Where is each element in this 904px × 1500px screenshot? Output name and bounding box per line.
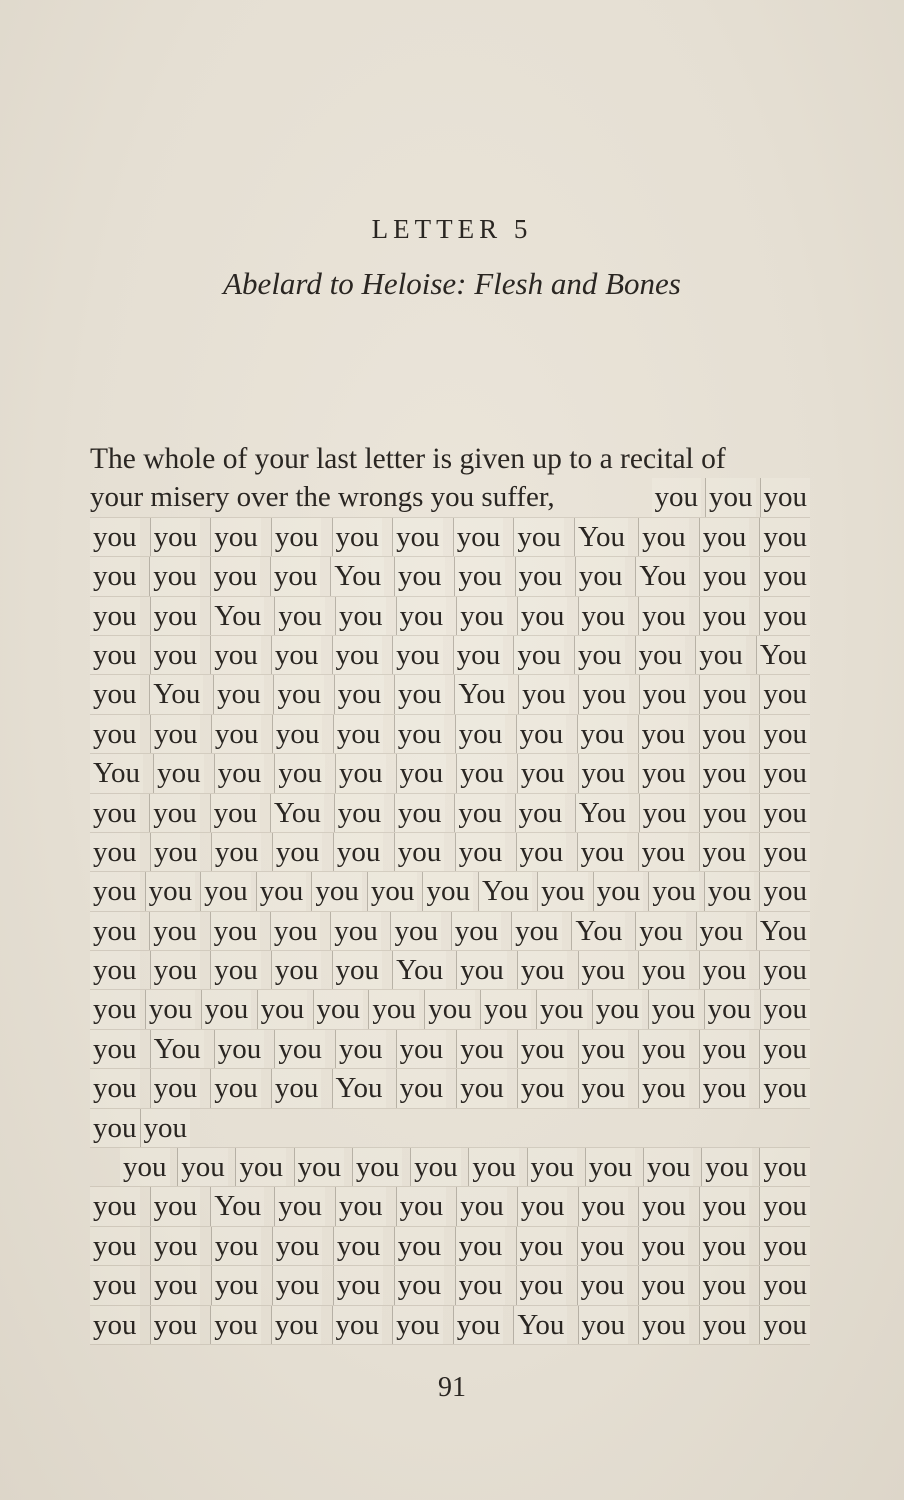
letter-body <box>90 440 810 1345</box>
pasted-word: you <box>699 715 750 753</box>
pasted-word: you <box>759 1069 810 1107</box>
pasted-word: you <box>638 951 689 989</box>
collage-line <box>90 636 810 675</box>
pasted-word: you <box>214 754 265 792</box>
pasted-word: you <box>396 597 447 635</box>
collage-line <box>90 518 810 557</box>
pasted-word: you <box>90 518 140 556</box>
pasted-word: you <box>271 518 322 556</box>
pasted-word: you <box>333 1266 384 1304</box>
pasted-word: you <box>332 636 383 674</box>
pasted-word: you <box>759 1227 810 1265</box>
pasted-word: you <box>574 636 625 674</box>
pasted-word: you <box>394 675 445 713</box>
pasted-word: you <box>90 990 140 1028</box>
pasted-word: you <box>759 675 810 713</box>
pasted-word: you <box>90 675 140 713</box>
pasted-word: you <box>652 478 702 516</box>
pasted-word: you <box>272 1227 323 1265</box>
pasted-word: you <box>455 1227 506 1265</box>
pasted-word: you <box>410 1148 461 1186</box>
pasted-word: you <box>699 1030 750 1068</box>
pasted-word: You <box>332 1069 386 1107</box>
pasted-word: you <box>392 518 443 556</box>
pasted-word: you <box>593 872 644 910</box>
pasted-word: you <box>274 1187 325 1225</box>
pasted-word: you <box>456 951 507 989</box>
pasted-word: you <box>332 1306 383 1344</box>
pasted-word: you <box>578 951 629 989</box>
collage-line <box>90 951 810 990</box>
collage-line <box>90 1030 810 1069</box>
pasted-word: you <box>695 636 746 674</box>
pasted-word: you <box>257 990 308 1028</box>
collage-line <box>90 1187 810 1226</box>
pasted-word: you <box>270 557 321 595</box>
pasted-word: you <box>699 1227 750 1265</box>
pasted-word: you <box>149 912 200 950</box>
pasted-word: you <box>638 833 689 871</box>
pasted-word: you <box>90 1266 140 1304</box>
pasted-word: You <box>90 754 143 792</box>
pasted-word: you <box>394 833 445 871</box>
pasted-word: you <box>577 1227 628 1265</box>
collage-line <box>90 1148 810 1187</box>
paragraph-2 <box>90 1148 810 1345</box>
pasted-word: you <box>272 833 323 871</box>
pasted-word: you <box>150 1187 201 1225</box>
pasted-word: you <box>480 990 531 1028</box>
collage-line <box>90 990 810 1029</box>
pasted-word: you <box>90 557 140 595</box>
pasted-word: you <box>638 518 689 556</box>
pasted-word: You <box>513 1306 567 1344</box>
pasted-word: you <box>517 597 568 635</box>
pasted-word: you <box>150 951 201 989</box>
pasted-word: you <box>699 754 750 792</box>
pasted-word: you <box>213 675 264 713</box>
pasted-word: you <box>201 990 252 1028</box>
pasted-word: you <box>274 754 325 792</box>
collage-line <box>90 597 810 636</box>
pasted-word: you <box>235 1148 286 1186</box>
pasted-word: you <box>701 1148 752 1186</box>
pasted-word: you <box>271 951 322 989</box>
pasted-word: you <box>577 833 628 871</box>
pasted-word: you <box>211 1266 262 1304</box>
pasted-word: You <box>756 636 810 674</box>
collage-line <box>90 754 810 793</box>
pasted-word: you <box>333 1227 384 1265</box>
second-line-text: your misery over the wrongs you suffer, <box>90 481 555 514</box>
pasted-word: you <box>150 1227 201 1265</box>
pasted-word: you <box>759 1148 810 1186</box>
pasted-word: you <box>527 1148 578 1186</box>
pasted-word: you <box>759 951 810 989</box>
letter-heading: LETTER 5 <box>371 214 533 244</box>
collage-line <box>90 1266 810 1305</box>
pasted-word: you <box>468 1148 519 1186</box>
pasted-word: you <box>150 636 201 674</box>
pasted-word: you <box>704 990 755 1028</box>
pasted-word: you <box>638 1030 689 1068</box>
pasted-word: You <box>756 912 810 950</box>
pasted-word: you <box>578 1030 629 1068</box>
pasted-word: you <box>90 1306 140 1344</box>
pasted-word: you <box>638 1266 689 1304</box>
pasted-word: You <box>571 912 625 950</box>
pasted-word: you <box>515 794 566 832</box>
pasted-word: you <box>456 1187 507 1225</box>
pasted-word: you <box>90 1227 140 1265</box>
pasted-word: you <box>585 1148 636 1186</box>
page-number: 91 <box>438 1372 466 1403</box>
pasted-word: you <box>153 754 204 792</box>
pasted-word: you <box>150 518 201 556</box>
pasted-word: You <box>478 872 532 910</box>
pasted-word: you <box>210 518 261 556</box>
pasted-word: you <box>145 990 196 1028</box>
pasted-word: you <box>536 990 587 1028</box>
pasted-word: you <box>643 1148 694 1186</box>
pasted-word: you <box>517 1069 568 1107</box>
pasted-word: you <box>513 518 564 556</box>
pasted-word: you <box>455 833 506 871</box>
pasted-word: you <box>456 754 507 792</box>
collage-line <box>90 833 810 872</box>
pasted-word: you <box>396 1030 447 1068</box>
pasted-word: you <box>517 1187 568 1225</box>
pasted-word: you <box>759 1306 810 1344</box>
pasted-word: you <box>759 1030 810 1068</box>
pasted-word: you <box>699 1187 750 1225</box>
pasted-word: you <box>210 1069 261 1107</box>
pasted-word: you <box>454 557 505 595</box>
pasted-word: You <box>635 557 689 595</box>
pasted-word: you <box>516 833 567 871</box>
pasted-word: you <box>335 754 386 792</box>
pasted-word: you <box>333 715 384 753</box>
pasted-word: you <box>592 990 643 1028</box>
pasted-word: you <box>390 912 441 950</box>
pasted-word: you <box>200 872 251 910</box>
opening-line-text: The whole of your last letter is given up to a recital of <box>90 443 726 475</box>
pasted-word: you <box>699 794 750 832</box>
pasted-word: you <box>90 833 140 871</box>
pasted-word: you <box>90 912 140 950</box>
pasted-word: you <box>271 1069 322 1107</box>
pasted-word: you <box>699 518 750 556</box>
pasted-word: you <box>638 715 689 753</box>
pasted-word: you <box>648 872 699 910</box>
pasted-word: you <box>270 912 321 950</box>
pasted-word: you <box>211 715 262 753</box>
pasted-word: you <box>455 1266 506 1304</box>
pasted-word: you <box>578 675 629 713</box>
pasted-word: you <box>517 754 568 792</box>
pasted-word: you <box>90 872 140 910</box>
pasted-word: you <box>517 1030 568 1068</box>
collage-line <box>90 1306 810 1345</box>
pasted-word: You <box>392 951 446 989</box>
pasted-word: you <box>396 1069 447 1107</box>
pasted-word: you <box>332 518 383 556</box>
pasted-word: you <box>214 1030 265 1068</box>
pasted-word: you <box>394 794 445 832</box>
pasted-word: you <box>90 597 140 635</box>
pasted-word: you <box>367 872 418 910</box>
collage-line <box>90 872 810 911</box>
pasted-word: you <box>635 912 686 950</box>
pasted-word: you <box>759 1266 810 1304</box>
pasted-word: you <box>396 1187 447 1225</box>
pasted-word: you <box>394 1266 445 1304</box>
pasted-word: you <box>90 1030 140 1068</box>
pasted-word: you <box>578 1069 629 1107</box>
pasted-word: you <box>453 1306 504 1344</box>
pasted-word: you <box>256 872 307 910</box>
pasted-word: you <box>516 1266 567 1304</box>
pasted-word: you <box>150 833 201 871</box>
pasted-word: you <box>150 1306 201 1344</box>
pasted-word: you <box>699 833 750 871</box>
pasted-word: you <box>759 833 810 871</box>
pasted-word: you <box>145 872 196 910</box>
pasted-word: you <box>456 597 507 635</box>
pasted-word: you <box>453 636 504 674</box>
pasted-word: you <box>759 1187 810 1225</box>
pasted-word: You <box>575 794 629 832</box>
pasted-word: you <box>511 912 562 950</box>
pasted-word: you <box>271 636 322 674</box>
pasted-word: you <box>578 754 629 792</box>
pasted-word: you <box>575 557 626 595</box>
pasted-word: you <box>335 1030 386 1068</box>
pasted-word: you <box>368 990 419 1028</box>
pasted-word: you <box>760 990 811 1028</box>
pasted-word: you <box>273 675 324 713</box>
pasted-word: you <box>140 1109 191 1147</box>
pasted-word: you <box>392 1306 443 1344</box>
pasted-word: you <box>150 1069 201 1107</box>
pasted-word: you <box>638 754 689 792</box>
pasted-word: you <box>759 872 810 910</box>
pasted-word: you <box>422 872 473 910</box>
pasted-word: you <box>759 518 810 556</box>
collage-line <box>90 912 810 951</box>
pasted-word: you <box>638 1227 689 1265</box>
pasted-word: you <box>311 872 362 910</box>
pasted-word: you <box>394 1227 445 1265</box>
pasted-word: you <box>517 951 568 989</box>
pasted-word: you <box>332 951 383 989</box>
pasted-word: You <box>574 518 628 556</box>
pasted-word: you <box>394 557 445 595</box>
pasted-word: you <box>424 990 475 1028</box>
pasted-word: you <box>638 597 689 635</box>
pasted-word: you <box>648 990 699 1028</box>
pasted-word: you <box>453 518 504 556</box>
pasted-word: you <box>638 1069 689 1107</box>
pasted-word: you <box>333 833 384 871</box>
pasted-word: you <box>149 794 200 832</box>
pasted-word: you <box>699 675 750 713</box>
collage-line <box>90 1109 810 1148</box>
pasted-word: you <box>210 951 261 989</box>
pasted-word: you <box>518 675 569 713</box>
pasted-word: you <box>759 557 810 595</box>
pasted-word: you <box>537 872 588 910</box>
second-line <box>90 478 810 517</box>
pasted-word: you <box>516 1227 567 1265</box>
pasted-word: you <box>578 1187 629 1225</box>
collage-line <box>90 1069 810 1108</box>
pasted-word: you <box>90 794 140 832</box>
pasted-word: you <box>210 636 261 674</box>
pasted-word: you <box>515 557 566 595</box>
pasted-word: you <box>705 478 756 516</box>
pasted-word: you <box>210 794 261 832</box>
pasted-word: you <box>150 1266 201 1304</box>
pasted-word: you <box>704 872 755 910</box>
pasted-word: you <box>638 1187 689 1225</box>
pasted-word: you <box>759 754 810 792</box>
pasted-word: you <box>274 597 325 635</box>
pasted-word: you <box>577 715 628 753</box>
pasted-word: you <box>330 912 381 950</box>
pasted-word: you <box>90 1069 140 1107</box>
pasted-word: you <box>272 1266 323 1304</box>
pasted-word: you <box>635 636 686 674</box>
pasted-word: you <box>456 1069 507 1107</box>
pasted-word: you <box>696 912 747 950</box>
pasted-word: you <box>210 557 261 595</box>
pasted-word: you <box>90 715 140 753</box>
letter-subheading: Abelard to Heloise: Flesh and Bones <box>223 266 681 301</box>
pasted-word: you <box>210 1306 261 1344</box>
pasted-word: you <box>210 912 261 950</box>
pasted-word: you <box>334 675 385 713</box>
pasted-word: you <box>699 951 750 989</box>
paragraph-1 <box>90 518 810 1148</box>
pasted-word: you <box>759 597 810 635</box>
pasted-word: you <box>211 833 262 871</box>
pasted-word: you <box>313 990 364 1028</box>
pasted-word: You <box>149 675 203 713</box>
pasted-word: you <box>759 794 810 832</box>
pasted-word: you <box>274 1030 325 1068</box>
pasted-word: you <box>396 754 447 792</box>
pasted-word: you <box>294 1148 345 1186</box>
pasted-word: you <box>335 597 386 635</box>
pasted-word: you <box>578 1306 629 1344</box>
pasted-word: You <box>150 1030 204 1068</box>
pasted-word: you <box>352 1148 403 1186</box>
pasted-word: you <box>513 636 564 674</box>
pasted-word: you <box>90 1187 140 1225</box>
pasted-word: you <box>394 715 445 753</box>
pasted-word: you <box>639 675 690 713</box>
pasted-word: you <box>272 715 323 753</box>
pasted-word: you <box>271 1306 322 1344</box>
pasted-word: you <box>90 951 140 989</box>
pasted-word: You <box>210 597 264 635</box>
pasted-word: you <box>577 1266 628 1304</box>
pasted-word: you <box>120 1148 170 1186</box>
pasted-word: you <box>456 1030 507 1068</box>
pasted-word: you <box>760 478 811 516</box>
pasted-word: you <box>392 636 443 674</box>
collage-line <box>90 794 810 833</box>
pasted-word: you <box>699 1266 750 1304</box>
pasted-word: you <box>150 597 201 635</box>
pasted-word: you <box>455 715 506 753</box>
pasted-word: you <box>150 715 201 753</box>
pasted-word: you <box>699 1306 750 1344</box>
collage-line <box>90 675 810 714</box>
pasted-word: you <box>149 557 200 595</box>
pasted-word: you <box>699 597 750 635</box>
pasted-word: you <box>90 1109 140 1147</box>
pasted-word: you <box>334 794 385 832</box>
pasted-word: you <box>639 794 690 832</box>
pasted-word: You <box>330 557 384 595</box>
collage-line <box>90 715 810 754</box>
pasted-word: You <box>454 675 508 713</box>
pasted-word: you <box>516 715 567 753</box>
pasted-word: you <box>759 715 810 753</box>
opening-line <box>90 440 810 478</box>
pasted-word: you <box>578 597 629 635</box>
pasted-word: you <box>177 1148 228 1186</box>
pasted-word: you <box>454 794 505 832</box>
pasted-word: you <box>638 1306 689 1344</box>
pasted-word: You <box>210 1187 264 1225</box>
collage-line <box>90 1227 810 1266</box>
pasted-word: You <box>270 794 324 832</box>
pasted-word: you <box>90 636 140 674</box>
pasted-word: you <box>699 1069 750 1107</box>
collage-line <box>90 557 810 596</box>
pasted-word: you <box>335 1187 386 1225</box>
pasted-word: you <box>211 1227 262 1265</box>
pasted-word: you <box>699 557 750 595</box>
pasted-word: you <box>451 912 502 950</box>
